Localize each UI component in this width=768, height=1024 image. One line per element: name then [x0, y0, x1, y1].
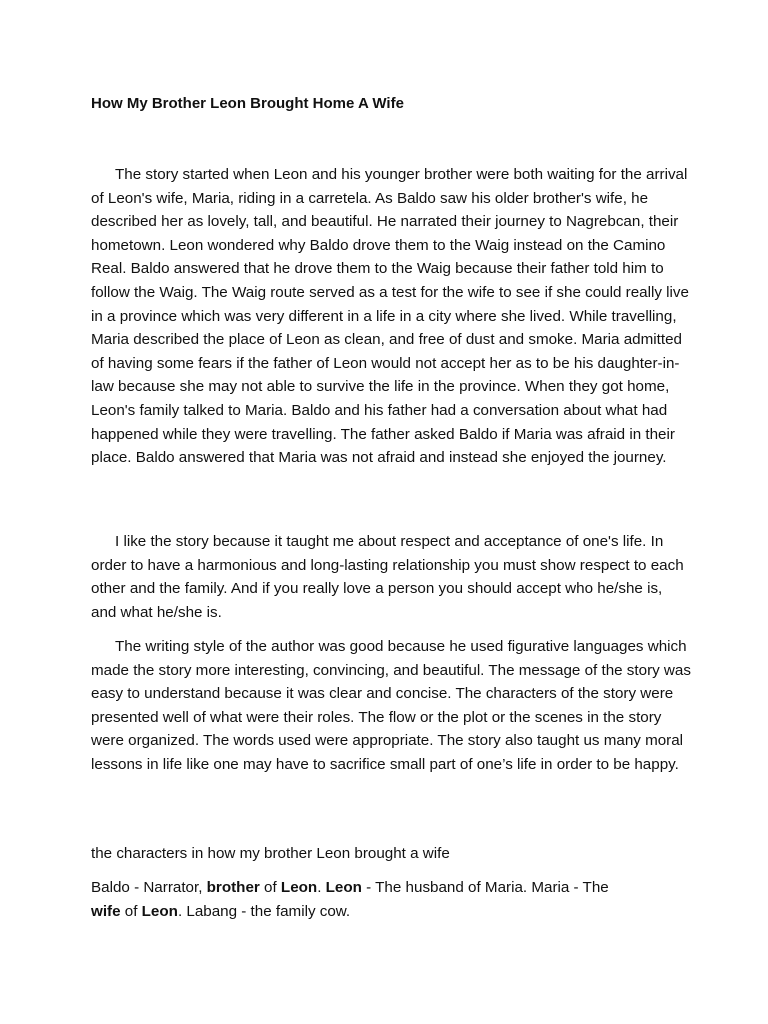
characters-text-5: of	[120, 902, 142, 920]
characters-list	[91, 876, 621, 923]
characters-bold-wife: wife	[91, 902, 121, 920]
characters-bold-leon-1: Leon	[280, 879, 318, 896]
characters-text-4: - The husband of Maria. Maria - The	[361, 879, 609, 896]
characters-bold-leon-2: Leon	[325, 879, 362, 896]
characters-heading: the characters in how my brother Leon brought a wife	[91, 845, 450, 862]
characters-text-3: .	[317, 879, 326, 896]
characters-text-1: Baldo - Narrator,	[91, 879, 207, 896]
document-title: How My Brother Leon Brought Home A Wife	[91, 95, 404, 112]
paragraph-summary: The story started when Leon and his younger brother were both waiting for the arrival of Leon's wife, Maria, riding in a carretela. As Baldo saw his older brother's wife, he described her as lovely, tall, and beautiful. He narrated their journey to Nagrebcan, their hometown. Leon wondered why Baldo drove them to the Waig instead on the Camino Real. Baldo answered that he drove them to the Waig because their father told him to follow the Waig. The Waig route served as a test for the wife to see if she could really live in a province which was very different in a life in a city where she lived. While travelling, Maria described the place of Leon as clean, and free of dust and smoke. Maria admitted of having some fears if the father of Leon would not accept her as to be his daughter-in-law because she may not able to survive the life in the province. When they got home, Leon's family talked to Maria. Baldo and his father had a conversation about what had happened while they were travelling. The father asked Baldo if Maria was afraid in their place. Baldo answered that Maria was not afraid and instead she enjoyed the journey.	[91, 166, 689, 467]
characters-text-2: of	[259, 879, 281, 896]
paragraph-writing-style: The writing style of the author was good because he used figurative languages which made the story more interesting, convincing, and beautiful. The message of the story was easy to understand because it was clear and concise. The characters of the story were presented well of what were their roles. The flow or the plot or the scenes in the story were organized. The words used were appropriate. The story also taught us many moral lessons in life like one may have to sacrifice small part of one’s life in order to be happy.	[91, 638, 691, 773]
characters-bold-brother: brother	[206, 879, 260, 896]
characters-bold-leon-3: Leon	[141, 902, 178, 920]
document-body	[91, 94, 691, 920]
characters-text-6: . Labang - the family cow.	[177, 902, 351, 920]
paragraph-opinion: I like the story because it taught me about respect and acceptance of one's life. In order to have a harmonious and long-lasting relationship you must show respect to each other and the family. And if you really love a person you should accept who he/she is, and what he/she is.	[91, 533, 684, 621]
